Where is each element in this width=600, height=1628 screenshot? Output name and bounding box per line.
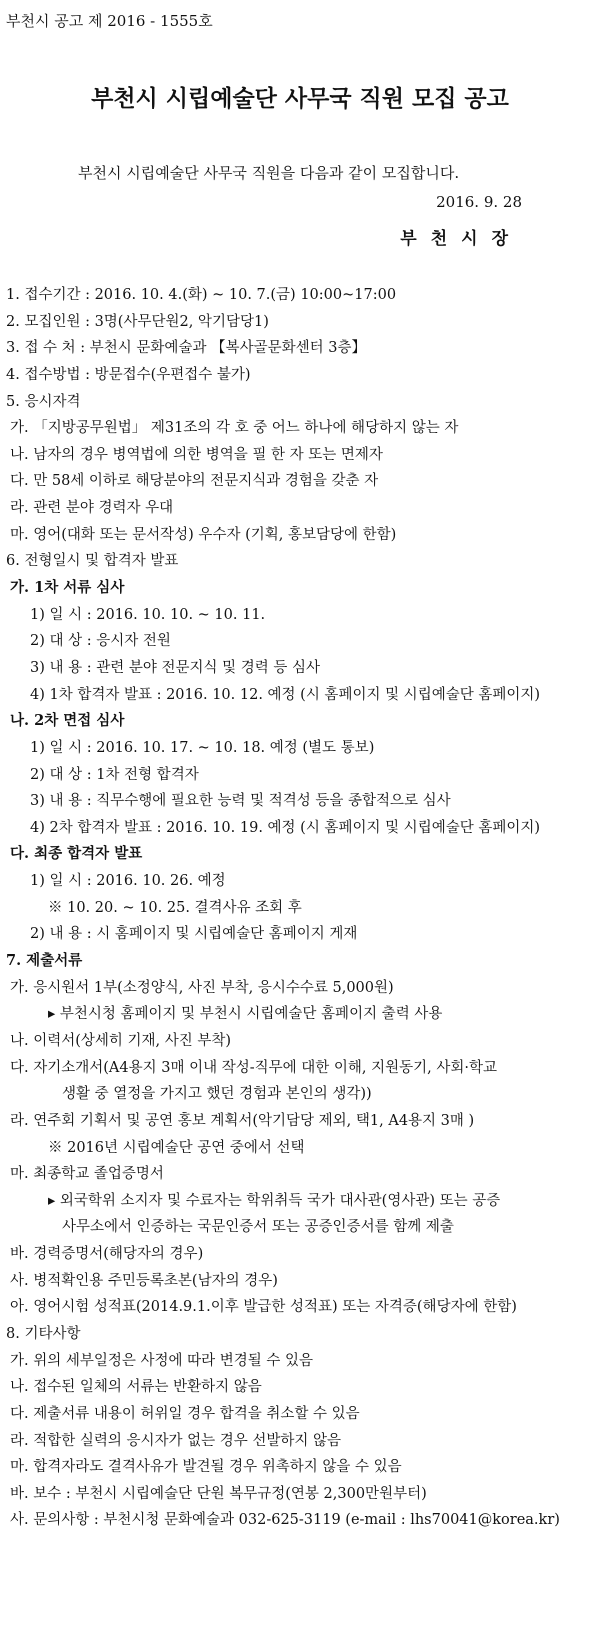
notice-date: 2016. 9. 28	[436, 193, 522, 211]
body-line: 7. 제출서류	[6, 952, 83, 970]
body-line: 1) 일 시 : 2016. 10. 26. 예정	[30, 873, 226, 890]
body-line: 가. 응시원서 1부(소정양식, 사진 부착, 응시수수료 5,000원)	[10, 979, 394, 996]
body-line: 1. 접수기간 : 2016. 10. 4.(화) ~ 10. 7.(금) 10:00~17:00	[6, 287, 397, 303]
body-line: 마. 합격자라도 결격사유가 발견될 경우 위촉하지 않을 수 있음	[10, 1459, 402, 1476]
body-line: 가. 위의 세부일정은 사정에 따라 변경될 수 있음	[10, 1352, 314, 1369]
body-line: ※ 2016년 시립예술단 공연 중에서 선택	[48, 1139, 305, 1156]
body-line: 마. 영어(대화 또는 문서작성) 우수자 (기획, 홍보담당에 한함)	[10, 526, 397, 543]
body-line: 1) 일 시 : 2016. 10. 10. ~ 10. 11.	[30, 606, 266, 623]
body-line: 라. 관련 분야 경력자 우대	[10, 500, 174, 517]
body-line: 1) 일 시 : 2016. 10. 17. ~ 10. 18. 예정 (별도 통보)	[30, 739, 375, 756]
body-line: 아. 영어시험 성적표(2014.9.1.이후 발급한 성적표) 또는 자격증(해당자에 한함)	[10, 1299, 517, 1316]
body-line: 2) 내 용 : 시 홈페이지 및 시립예술단 홈페이지 게재	[30, 926, 358, 943]
body-line: 다. 제출서류 내용이 허위일 경우 합격을 취소할 수 있음	[10, 1405, 360, 1422]
body-line: 다. 자기소개서(A4용지 3매 이내 작성-직무에 대한 이해, 지원동기, 사회·학교	[10, 1059, 497, 1076]
body-line: ▸ 부천시청 홈페이지 및 부천시 시립예술단 홈페이지 출력 사용	[48, 1006, 443, 1023]
body-line: 생활 중 열정을 가지고 했던 경험과 본인의 생각))	[62, 1086, 372, 1103]
document-title: 부천시 시립예술단 사무국 직원 모집 공고	[91, 85, 509, 112]
body-line: 4) 2차 합격자 발표 : 2016. 10. 19. 예정 (시 홈페이지 및 시립예술단 홈페이지)	[30, 819, 541, 836]
body-line: 나. 이력서(상세히 기재, 사진 부착)	[10, 1032, 232, 1049]
body-line: 5. 응시자격	[6, 393, 81, 410]
body-line: ▸ 외국학위 소지자 및 수료자는 학위취득 국가 대사관(영사관) 또는 공증	[48, 1192, 501, 1209]
body-line: 사. 병적확인용 주민등록초본(남자의 경우)	[10, 1272, 278, 1289]
body-line: 8. 기타사항	[6, 1325, 81, 1342]
body-line: 3) 내 용 : 직무수행에 필요한 능력 및 적격성 등을 종합적으로 심사	[30, 793, 451, 810]
body-line: 다. 만 58세 이하로 해당분야의 전문지식과 경험을 갖춘 자	[10, 473, 379, 490]
body-line: 4) 1차 합격자 발표 : 2016. 10. 12. 예정 (시 홈페이지 및 시립예술단 홈페이지)	[30, 686, 541, 703]
body-line: ※ 10. 20. ~ 10. 25. 결격사유 조회 후	[48, 899, 302, 916]
body-line: 2) 대 상 : 1차 전형 합격자	[30, 766, 199, 783]
body-line: 사무소에서 인증하는 국문인증서 또는 공증인증서를 함께 제출	[62, 1219, 454, 1236]
body-line: 3. 접 수 처 : 부천시 문화예술과 【복사골문화센터 3층】	[6, 340, 366, 357]
body-line: 가. 「지방공무원법」 제31조의 각 호 중 어느 하나에 해당하지 않는 자	[10, 420, 459, 437]
body-line: 3) 내 용 : 관련 분야 전문지식 및 경력 등 심사	[30, 659, 320, 676]
body-line: 나. 2차 면접 심사	[10, 712, 125, 730]
notice-number: 부천시 공고 제 2016 - 1555호	[6, 12, 213, 30]
notice-body	[0, 282, 600, 1534]
body-line: 나. 남자의 경우 병역법에 의한 병역을 필 한 자 또는 면제자	[10, 446, 383, 463]
body-line: 4. 접수방법 : 방문접수(우편접수 불가)	[6, 366, 251, 383]
body-line: 라. 적합한 실력의 응시자가 없는 경우 선발하지 않음	[10, 1432, 342, 1449]
body-line: 바. 보수 : 부천시 시립예술단 단원 복무규정(연봉 2,300만원부터)	[10, 1485, 427, 1502]
body-line: 다. 최종 합격자 발표	[10, 845, 143, 863]
body-line: 2. 모집인원 : 3명(사무단원2, 악기담당1)	[6, 313, 269, 330]
body-line: 나. 접수된 일체의 서류는 반환하지 않음	[10, 1379, 262, 1396]
intro-text: 부천시 시립예술단 사무국 직원을 다음과 같이 모집합니다.	[78, 164, 460, 182]
body-line: 바. 경력증명서(해당자의 경우)	[10, 1246, 204, 1263]
body-line: 2) 대 상 : 응시자 전원	[30, 633, 171, 650]
body-line: 가. 1차 서류 심사	[10, 579, 125, 597]
body-line: 사. 문의사항 : 부천시청 문화예술과 032-625-3119 (e-mail : lhs70041@korea.kr)	[10, 1512, 560, 1529]
issuer: 부천시장	[400, 229, 522, 249]
body-line: 라. 연주회 기획서 및 공연 홍보 계획서(악기담당 제외, 택1, A4용지 3매 )	[10, 1112, 475, 1129]
body-line: 마. 최종학교 졸업증명서	[10, 1166, 164, 1183]
body-line: 6. 전형일시 및 합격자 발표	[6, 553, 179, 570]
